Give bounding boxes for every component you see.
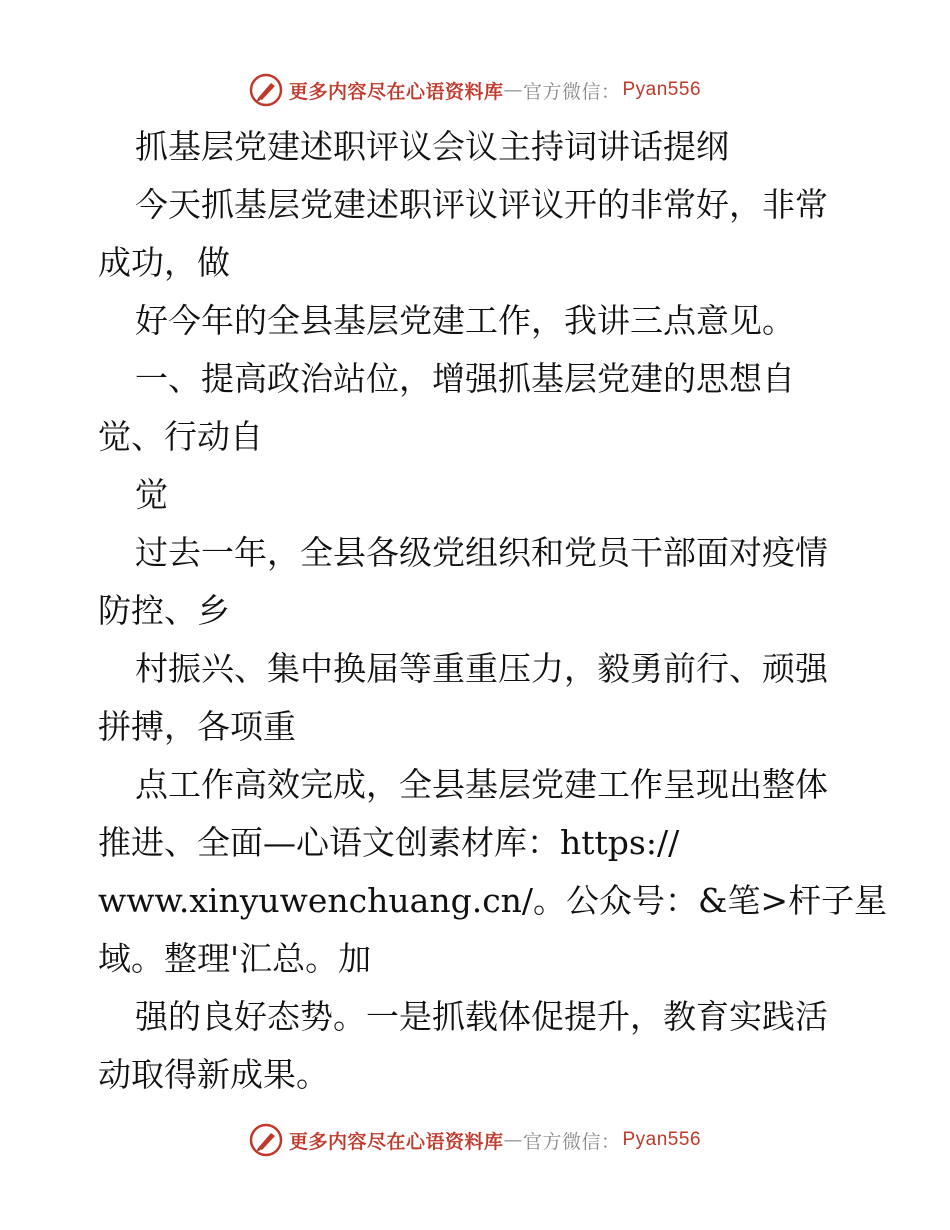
- paragraph-line: 强的良好态势。一是抓载体促提升，教育实践活: [135, 997, 828, 1036]
- paragraph-line: 推进、全面—心语文创素材库：https://: [98, 823, 680, 862]
- footer-banner: [0, 1120, 950, 1160]
- banner-separator: —: [503, 79, 523, 101]
- paragraph-line: 成功，做: [98, 243, 230, 282]
- paragraph-line: 点工作高效完成，全县基层党建工作呈现出整体: [135, 765, 828, 804]
- paragraph-line: 拼搏，各项重: [98, 707, 296, 746]
- banner-wechat-id: Pyan556: [622, 1129, 702, 1150]
- paragraph-line: 好今年的全县基层党建工作，我讲三点意见。: [135, 301, 795, 340]
- header-banner: [0, 70, 950, 110]
- pen-logo-icon: [249, 73, 283, 107]
- section-heading-line: 一、提高政治站位，增强抓基层党建的思想自: [135, 359, 795, 398]
- section-heading-line: 觉: [135, 475, 168, 514]
- document-title: 抓基层党建述职评议会议主持词讲话提纲: [135, 127, 729, 166]
- banner-main-text: 更多内容尽在心语资料库: [288, 1130, 504, 1153]
- paragraph-line: 过去一年，全县各级党组织和党员干部面对疫情: [135, 533, 828, 572]
- pen-logo-icon: [249, 1123, 283, 1157]
- banner-wechat-label: 官方微信：: [522, 80, 621, 103]
- paragraph-line: 动取得新成果。: [98, 1055, 329, 1094]
- paragraph-line: www.xinyuwenchuang.cn/。公众号：&笔>杆子星: [98, 881, 888, 920]
- banner-main-text: 更多内容尽在心语资料库: [288, 80, 504, 103]
- paragraph-line: 村振兴、集中换届等重重压力，毅勇前行、顽强: [135, 649, 828, 688]
- paragraph-line: 防控、乡: [98, 591, 230, 630]
- banner-separator: —: [503, 1129, 523, 1151]
- section-heading-line: 觉、行动自: [98, 417, 263, 456]
- document-body: [98, 118, 888, 1104]
- paragraph-line: 域。整理'汇总。加: [98, 939, 372, 978]
- banner-wechat-label: 官方微信：: [522, 1130, 621, 1153]
- banner-wechat-id: Pyan556: [622, 79, 702, 100]
- paragraph-line: 今天抓基层党建述职评议评议开的非常好，非常: [135, 185, 828, 224]
